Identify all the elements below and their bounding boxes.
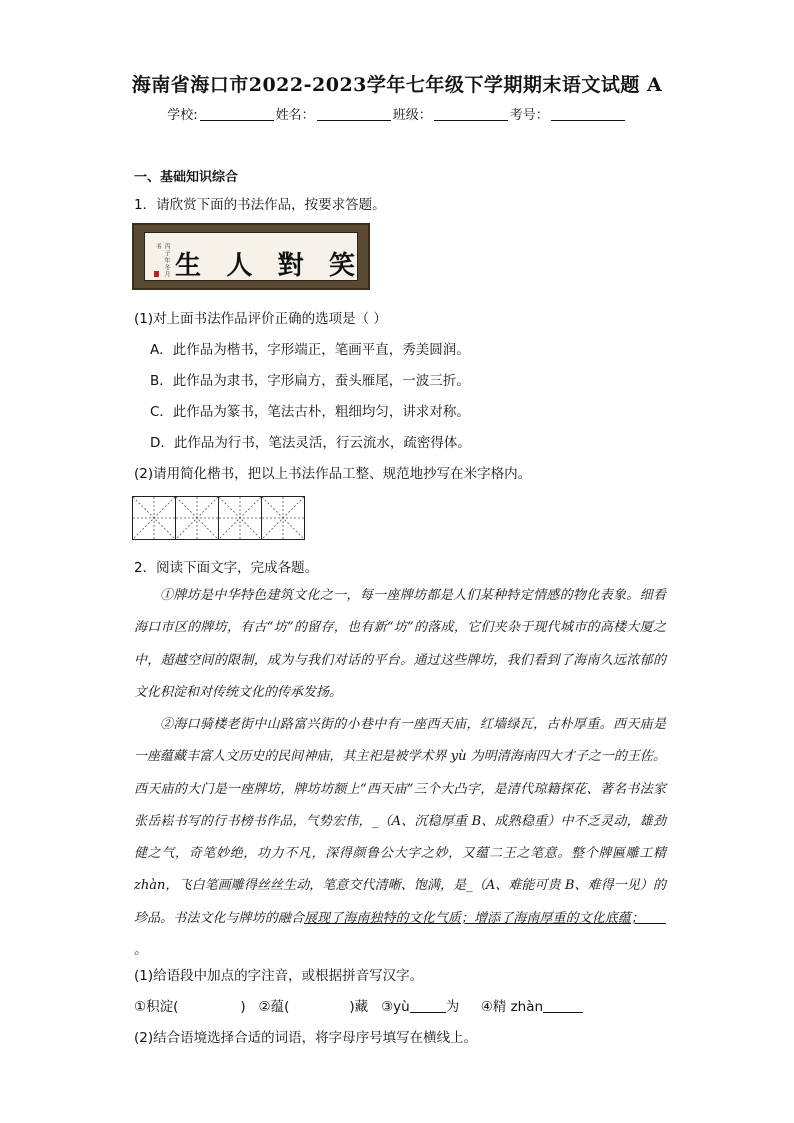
page-title: 海南省海口市2022-2023学年七年级下学期期末语文试题 A	[131, 74, 663, 96]
fill-item-1: ①积淀(	[134, 999, 179, 1015]
passage-paragraph-2	[134, 709, 666, 967]
mi-grid-cell[interactable]	[132, 496, 176, 540]
exam-no-label: 考号：	[509, 108, 549, 123]
fill-in-row	[134, 995, 583, 1015]
school-label: 学校:	[167, 108, 198, 123]
mi-grid-cell[interactable]	[261, 496, 305, 540]
option-c[interactable]: C．此作品为篆书，笔法古朴，粗细均匀，讲求对称。	[150, 404, 470, 420]
fill-item-1-close: )	[240, 999, 246, 1015]
mi-grid-cell[interactable]	[175, 496, 219, 540]
calligraphy-paper	[144, 232, 358, 281]
passage-paragraph-1	[134, 580, 666, 709]
calligraphy-seal	[154, 271, 159, 277]
fill-item-3-after: 为	[445, 999, 460, 1015]
question-2-stem: 2．阅读下面文字，完成各题。	[134, 560, 319, 576]
fill-item-2-close: )藏	[349, 999, 369, 1015]
student-info-row	[0, 104, 794, 123]
fill-item-2: ②蕴(	[258, 999, 290, 1015]
passage-paragraph-1-text: ①牌坊是中华特色建筑文化之一，每一座牌坊都是人们某种特定情感的物化表象。细看海口市区的牌坊，有古“坊”的留存，也有新“坊”的落成，它们夹杂于现代城市的高楼大厦之中，超越空间的限制，成为与我们对话的平台。通过这些牌坊，我们看到了海南久远浓郁的文化积淀和对传统文化的传承发扬。	[134, 588, 666, 700]
calligraphy-characters	[175, 245, 355, 282]
calligraphy-signature: 丙子年冬月书	[154, 243, 170, 278]
name-blank[interactable]	[317, 108, 391, 121]
answer-blank[interactable]	[644, 911, 666, 924]
question-1-stem: 1．请欣赏下面的书法作品，按要求答题。	[134, 197, 386, 213]
passage-paragraph-2-text	[134, 709, 666, 967]
underlined-sentence: 展现了海南独特的文化气质；增添了海南厚重的文化底蕴；	[304, 910, 644, 926]
question-2-sub2: (2)结合语境选择合适的词语，将字母序号填写在横线上。	[134, 1030, 478, 1046]
calligraphy-char: 生	[175, 251, 202, 281]
calligraphy-char: 笑	[328, 251, 355, 281]
fill-item-3-blank[interactable]	[410, 1000, 446, 1013]
class-blank[interactable]	[434, 108, 508, 121]
passage-end: 。	[134, 943, 148, 959]
calligraphy-image	[132, 223, 370, 290]
option-d[interactable]: D．此作品为行书，笔法灵活，行云流水，疏密得体。	[150, 435, 471, 451]
calligraphy-char: 人	[226, 251, 253, 281]
mi-grid-cell[interactable]	[218, 496, 262, 540]
question-2-sub1: (1)给语段中加点的字注音，或根据拼音写汉字。	[134, 968, 424, 984]
option-b[interactable]: B．此作品为隶书，字形扁方，蚕头雁尾，一波三折。	[150, 373, 470, 389]
question-1-sub1: (1)对上面书法作品评价正确的选项是（ ）	[134, 311, 387, 327]
name-label: 姓名：	[275, 108, 315, 123]
calligraphy-char: 對	[277, 251, 304, 281]
passage-text: ②海口骑楼老街中山路富兴街的小巷中有一座西天庙，红墙绿瓦，古朴厚重。西天庙是一座蕴藏丰富人文历史的民间神庙，其主祀是被学术界 yù 为明清海南四大才子之一的王佐。西天庙的大门是一座牌坊，牌坊坊额上“西天庙”三个大凸字，是清代琼籍探花、著名书法家张岳崧书写的行书榜书作品，气势宏伟，_（A、沉稳厚重 B、成熟稳重）中不乏灵动，雄劲健之气，奇笔妙绝，功力不凡，深得颜鲁公大字之妙，又蕴二王之笔意。整个牌匾雕工精 zhàn，飞白笔画雕得丝丝生动，笔意交代清晰、饱满，是_（A、难能可贵 B、难得一见）的珍品。书法文化与牌坊的融合	[134, 717, 666, 926]
question-1-sub2: (2)请用简化楷书，把以上书法作品工整、规范地抄写在米字格内。	[134, 466, 532, 482]
school-blank[interactable]	[200, 108, 274, 121]
mi-character-grid	[132, 496, 304, 540]
section-heading: 一、基础知识综合	[134, 170, 239, 185]
exam-no-blank[interactable]	[551, 108, 625, 121]
fill-item-4-blank[interactable]	[543, 1000, 583, 1013]
fill-item-3: ③yù	[381, 999, 410, 1015]
fill-item-4: ④精 zhàn	[480, 999, 544, 1015]
class-label: 班级：	[392, 108, 432, 123]
option-a[interactable]: A．此作品为楷书，字形端正，笔画平直，秀美圆润。	[150, 342, 470, 358]
